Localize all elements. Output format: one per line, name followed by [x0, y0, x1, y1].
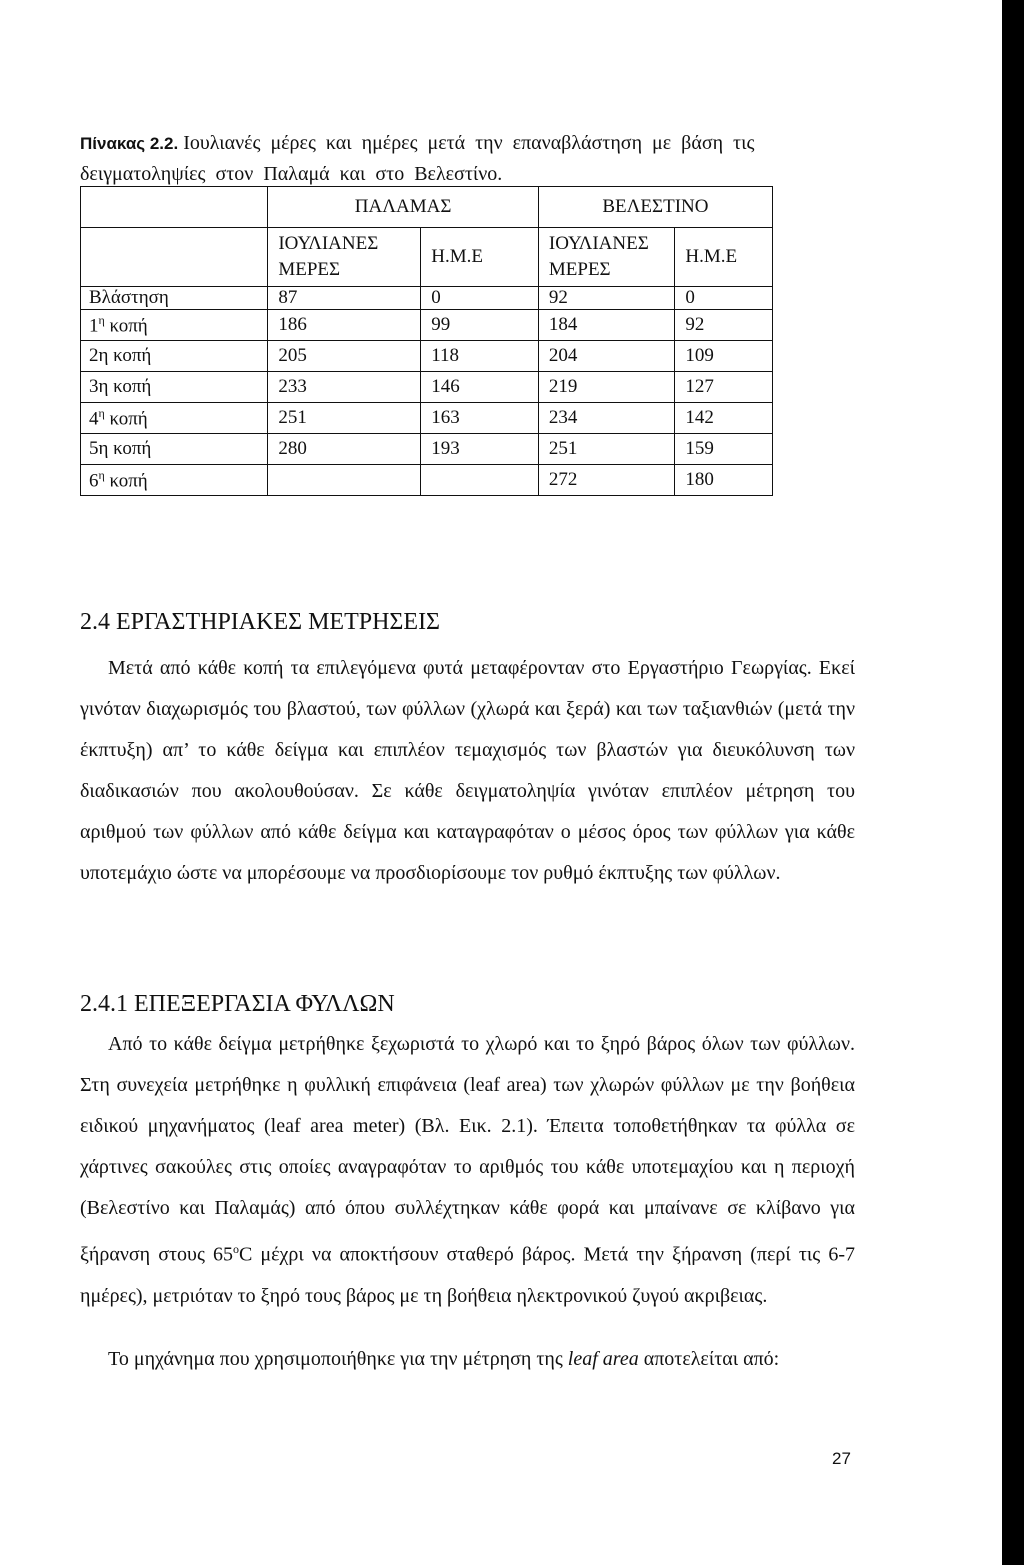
subsection-heading: 2.4.1 ΕΠΕΞΕΡΓΑΣΙΑ ΦΥΛΛΩΝ	[80, 991, 395, 1017]
table-body	[81, 287, 773, 496]
group-header-palamas: ΠΑΛΑΜΑΣ	[268, 187, 539, 228]
table-cell: 99	[421, 310, 539, 341]
paragraph3-italic-term: leaf area	[567, 1348, 639, 1370]
table-cell	[268, 465, 421, 496]
subheader-julian-days-palamas: ΙΟΥΛΙΑΝΕΣ ΜΕΡΕΣ	[268, 228, 421, 287]
table-row	[81, 403, 773, 434]
row-label: 2η κοπή	[89, 345, 152, 366]
table-cell: 146	[421, 372, 539, 403]
row-label: 6	[89, 470, 99, 492]
table-cell: 280	[268, 434, 421, 465]
table-cell: 142	[675, 403, 773, 434]
subsection-paragraph-part1: Από το κάθε δείγμα μετρήθηκε ξεχωριστά το χλωρό και το ξηρό βάρος όλων των φύλλων. Στη συνεχεία μετρήθηκε η φυλλική επιφάνεια (leaf area) των χλωρών φύλλων με την βοήθεια ειδικού μηχανήματος (leaf area meter) (Βλ. Εικ. 2.1). Έπειτα τοποθετήθηκαν τα φύλλα σε χάρτινες σακούλες στις οποίες αναγραφόταν το αριθμός του κάθε υποτεμαχίου και η περιοχή (Βελεστίνο και Παλαμάς) από όπου συλλέχτηκαν κάθε φορά και μπαίνανε σε κλίβανο για ξήρανση στους 65	[80, 1033, 855, 1266]
julian-days-table	[80, 186, 773, 496]
row-label-cell	[81, 287, 268, 310]
section-paragraph	[80, 648, 855, 894]
table-cell: 193	[421, 434, 539, 465]
table-cell: 205	[268, 341, 421, 372]
table-cell: 204	[538, 341, 675, 372]
row-label-cell	[81, 341, 268, 372]
table-row	[81, 465, 773, 496]
table-cell: 184	[538, 310, 675, 341]
table-cell: 251	[538, 434, 675, 465]
group-header-velestino: ΒΕΛΕΣΤΙΝΟ	[538, 187, 772, 228]
subheader-dar-velestino: Η.Μ.Ε	[675, 228, 773, 287]
row-label-cell	[81, 310, 268, 341]
table-cell: 87	[268, 287, 421, 310]
table-cell: 0	[675, 287, 773, 310]
subheader-dar-palamas: Η.Μ.Ε	[421, 228, 539, 287]
row-label-cell	[81, 372, 268, 403]
table-group-header-row	[81, 187, 773, 228]
row-label-rest: κοπή	[104, 408, 148, 430]
table-cell: 159	[675, 434, 773, 465]
table-cell: 234	[538, 403, 675, 434]
section-heading: 2.4 ΕΡΓΑΣΤΗΡΙΑΚΕΣ ΜΕΤΡΗΣΕΙΣ	[80, 609, 441, 635]
table-row	[81, 341, 773, 372]
table-cell: 118	[421, 341, 539, 372]
table-cell: 272	[538, 465, 675, 496]
table-row	[81, 372, 773, 403]
row-label-superscript: η	[98, 405, 105, 420]
subsection-paragraph	[80, 1024, 855, 1317]
table-cell: 233	[268, 372, 421, 403]
table-cell: 92	[538, 287, 675, 310]
row-label: 3η κοπή	[89, 376, 152, 397]
table-corner-cell	[81, 187, 268, 228]
table-cell: 251	[268, 403, 421, 434]
subsection-paragraph-part2: C μέχρι να αποκτήσουν σταθερό βάρος. Μετά την ξήρανση (περί τις 6-7 ημέρες), μετριόταν το ξηρό τους βάρος με τη βοήθεια ηλεκτρονικού ζυγού ακριβειας.	[80, 1243, 855, 1307]
row-label: 4	[89, 408, 99, 430]
table-cell: 219	[538, 372, 675, 403]
table-cell	[421, 465, 539, 496]
row-label: Βλάστηση	[89, 287, 169, 308]
table-cell: 186	[268, 310, 421, 341]
row-label: 5η κοπή	[89, 438, 152, 459]
row-label-rest: κοπή	[104, 315, 148, 337]
paragraph3-part1: Το μηχάνημα που χρησιμοποιήθηκε για την μέτρηση της	[108, 1348, 568, 1370]
table-row	[81, 287, 773, 310]
row-label-cell	[81, 403, 268, 434]
section-paragraph-text: Μετά από κάθε κοπή τα επιλεγόμενα φυτά μεταφέρονταν στο Εργαστήριο Γεωργίας. Εκεί γινόταν διαχωρισμός του βλαστού, των φύλλων (χλωρά και ξερά) και των ταξιανθιών (μετά την έκπτυξη) απ’ το κάθε δείγμα και επιπλέον τεμαχισμός των βλαστών για διευκόλυνση των διαδικασιών που ακολουθούσαν. Σε κάθε δειγματοληψία γινόταν επιπλέον μέτρηση του αριθμού των φύλλων από κάθε δείγμα και καταγραφόταν ο μέσος όρος των φύλλων για κάθε υποτεμάχιο ώστε να μπορέσουμε να προσδιορίσουμε τον ρυθμό έκπτυξης των φύλλων.	[80, 657, 855, 884]
subheader-julian-days-velestino: ΙΟΥΛΙΑΝΕΣ ΜΕΡΕΣ	[538, 228, 675, 287]
table-cell: 0	[421, 287, 539, 310]
row-label-rest: κοπή	[104, 470, 148, 492]
table-subheader-empty-cell	[81, 228, 268, 287]
table-caption	[80, 128, 840, 189]
table-cell: 180	[675, 465, 773, 496]
degree-superscript: o	[232, 1242, 239, 1256]
table-cell: 92	[675, 310, 773, 341]
page-number: 27	[832, 1449, 851, 1468]
paragraph3-part2: αποτελείται από:	[638, 1348, 780, 1370]
table-row	[81, 310, 773, 341]
row-label-cell	[81, 434, 268, 465]
row-label-superscript: η	[98, 467, 105, 482]
table-caption-label: Πίνακας 2.2.	[80, 134, 179, 153]
table-subheader-row	[81, 228, 773, 287]
table-row	[81, 434, 773, 465]
row-label-superscript: η	[98, 312, 105, 327]
row-label: 1	[89, 315, 99, 337]
row-label-cell	[81, 465, 268, 496]
subsection-paragraph-2	[80, 1339, 855, 1380]
table-cell: 163	[421, 403, 539, 434]
table-cell: 127	[675, 372, 773, 403]
table-cell: 109	[675, 341, 773, 372]
table-caption-text: Ιουλιανές μέρες και ημέρες μετά την επαναβλάστηση με βάση τις δειγματοληψίες στον Παλαμά και στο Βελεστίνο.	[80, 132, 755, 185]
